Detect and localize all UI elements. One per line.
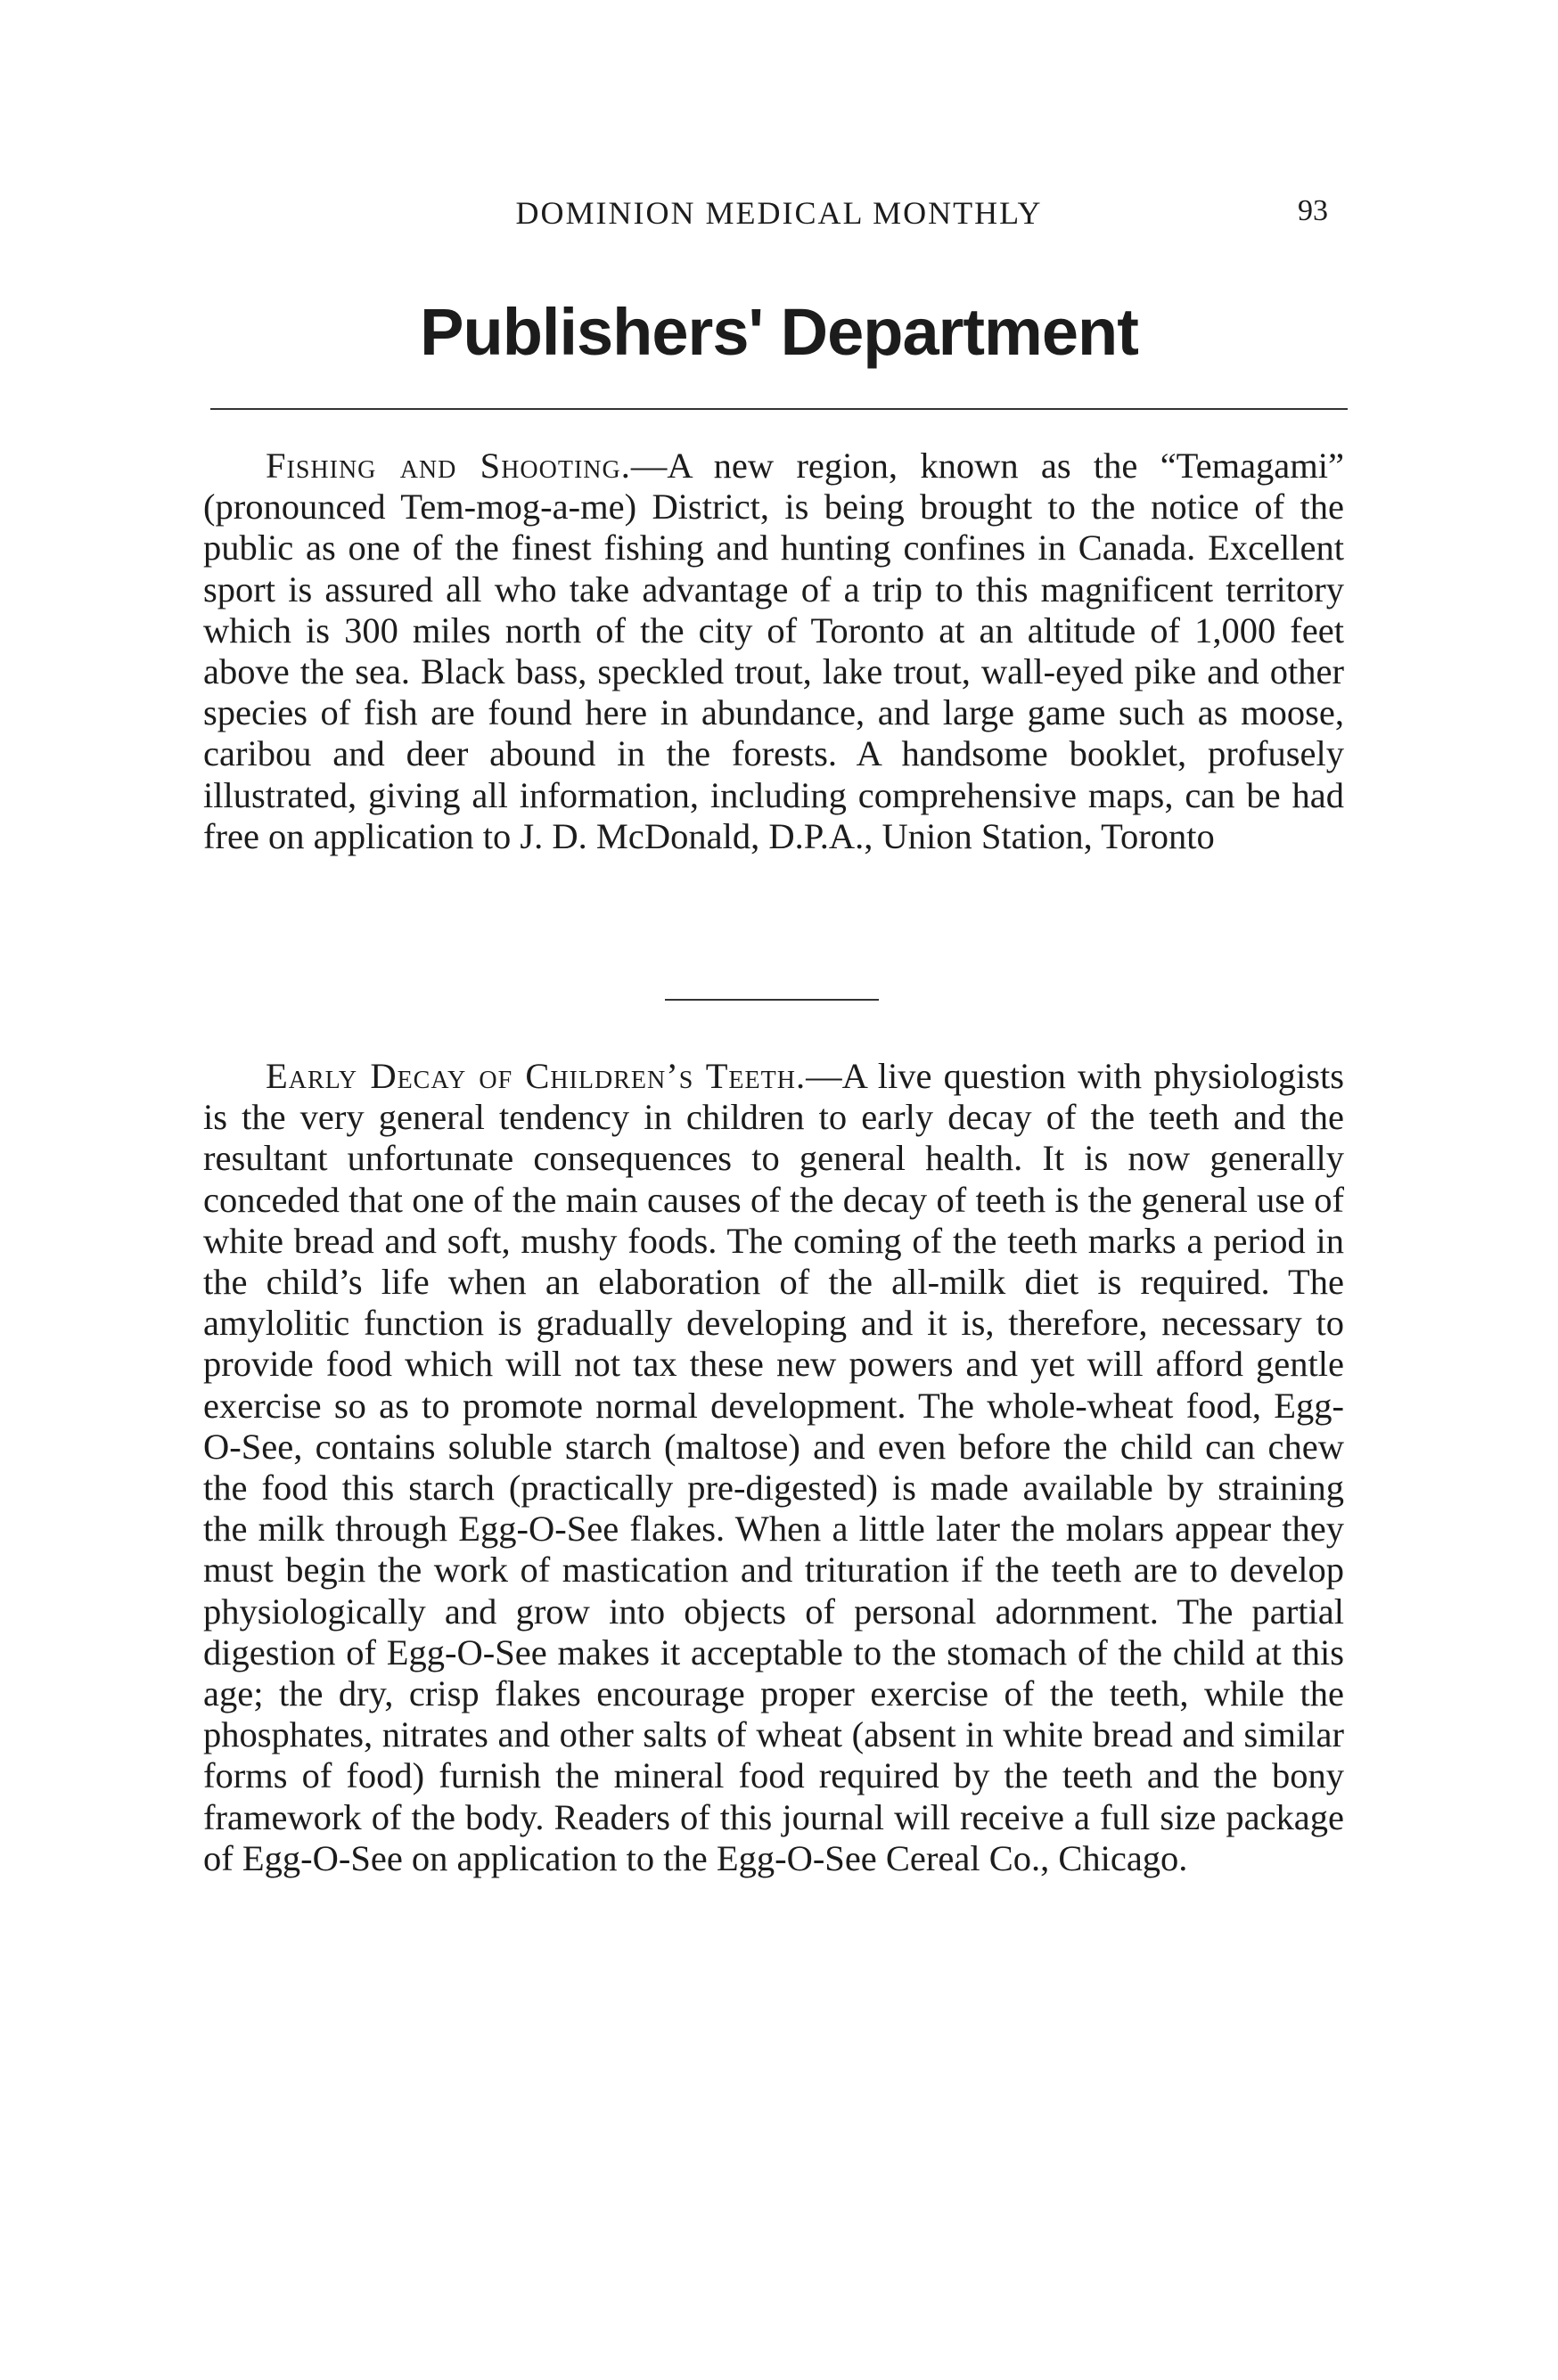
- article-heading: Early Decay of Children’s Teeth.: [266, 1056, 807, 1096]
- article-fishing-and-shooting: [203, 446, 1344, 857]
- article-heading: Fishing and Shooting.: [266, 446, 631, 486]
- journal-title: DOMINION MEDICAL MONTHLY: [515, 195, 1043, 231]
- title-divider: [210, 408, 1348, 410]
- article-body: —A new region, known as the “Temagami” (pronounced Tem-mog-a-me) District, is being brought to the notice of the public as one of the finest fishing and hunting confines in Canada. Excellent sport is assured all who take advantage of a trip to this magnificent territory which is 300 miles north of the city of Toronto at an altitude of 1,000 feet above the sea. Black bass, speckled trout, lake trout, wall-eyed pike and other species of fish are found here in abundance, and large game such as moose, caribou and deer abound in the forests. A handsome booklet, profusely illustrated, giving all information, including comprehensive maps, can be had free on application to J. D. McDonald, D.P.A., Union Station, Toronto: [203, 446, 1345, 856]
- article-divider: [665, 999, 879, 1001]
- page-number: 93: [1298, 194, 1328, 227]
- article-early-decay-of-childrens-teeth: [203, 1056, 1344, 1879]
- running-header: [205, 194, 1353, 239]
- article-body: —A live question with physiologists is the very general tendency in children to early decay of the teeth and the resultant unfortunate consequences to general health. It is now generally conceded that one of the main causes of the decay of teeth is the general use of white bread and soft, mushy foods. The coming of the teeth marks a period in the child’s life when an elaboration of the all-milk diet is required. The amylolitic function is gradually developing and it is, therefore, necessary to provide food which will not tax these new powers and yet will afford gentle exercise so as to promote normal development. The whole-wheat food, Egg-O-See, contains soluble starch (maltose) and even before the child can chew the food this starch (practically pre-digested) is made available by straining the milk through Egg-O-See flakes. When a little later the molars appear they must begin the work of mastication and trituration if the teeth are to develop physiologically and grow into objects of personal adornment. The partial digestion of Egg-O-See makes it acceptable to the stomach of the child at this age; the dry, crisp flakes encourage proper exercise of the teeth, while the phosphates, nitrates and other salts of wheat (absent in white bread and similar forms of food) furnish the mineral food required by the teeth and the bony framework of the body. Readers of this journal will receive a full size package of Egg-O-See on application to the Egg-O-See Cereal Co., Chicago.: [203, 1056, 1345, 1878]
- section-title: Publishers' Department: [420, 295, 1138, 369]
